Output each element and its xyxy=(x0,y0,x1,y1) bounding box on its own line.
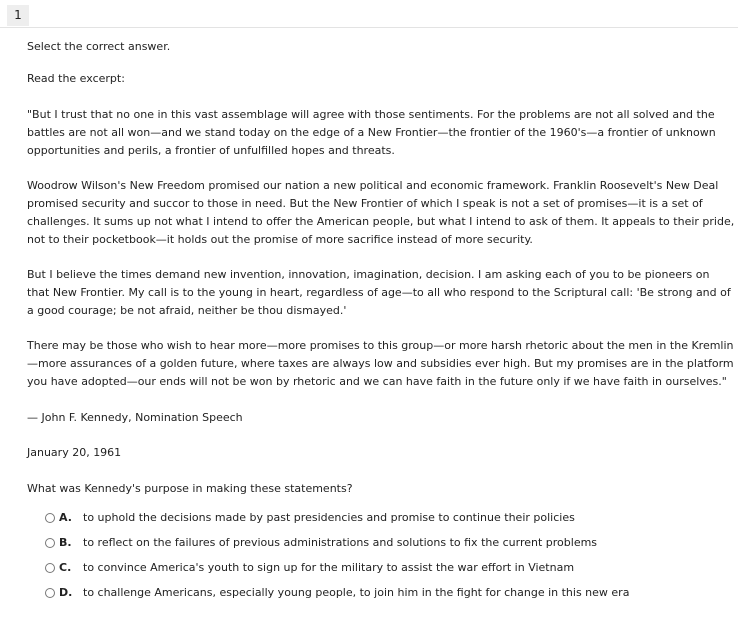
option-text[interactable]: to challenge Americans, especially young people, to join him in the fight for change in this new era xyxy=(83,586,630,599)
option-letter: B. xyxy=(59,536,72,549)
excerpt-date: January 20, 1961 xyxy=(27,446,122,459)
radio-button-b[interactable] xyxy=(45,538,55,548)
option-text[interactable]: to uphold the decisions made by past presidencies and promise to continue their policies xyxy=(83,511,575,524)
excerpt-paragraph-2: Woodrow Wilson's New Freedom promised our nation a new political and economic framework. Franklin Roosevelt's New Deal promised security and succor to those in need. But the New Frontier of which I speak is not a set of promises—it is a set of challenges. It sums up not what I intend to offer the American people, but what I intend to ask of them. It appeals to their pride, not to their pocketbook—it holds out the promise of more sacrifice instead of more security. xyxy=(27,179,735,246)
question-number-badge: 1 xyxy=(7,5,29,26)
question-header xyxy=(0,0,738,28)
radio-button-d[interactable] xyxy=(45,588,55,598)
option-letter: D. xyxy=(59,586,73,599)
option-letter: A. xyxy=(59,511,72,524)
excerpt-paragraph-4: There may be those who wish to hear more—more promises to this group—or more harsh rhetoric about the men in the Kremlin—more assurances of a golden future, where taxes are always low and subsidies ever high. But my promises are in the platform you have adopted—our ends will not be won by rhetoric and we can have faith in the future only if we have faith in ourselves." xyxy=(27,339,734,388)
question-stem: What was Kennedy's purpose in making these statements? xyxy=(27,482,353,495)
radio-button-c[interactable] xyxy=(45,563,55,573)
excerpt-paragraph-1: "But I trust that no one in this vast assemblage will agree with those sentiments. For the problems are not all solved and the battles are not all won—and we stand today on the edge of a New Frontier—the frontier of the 1960's—a frontier of unknown opportunities and perils, a frontier of unfulfilled hopes and threats. xyxy=(27,108,716,157)
radio-button-a[interactable] xyxy=(45,513,55,523)
option-text[interactable]: to reflect on the failures of previous administrations and solutions to fix the current problems xyxy=(83,536,598,549)
option-letter: C. xyxy=(59,561,72,574)
instruction-text: Select the correct answer. xyxy=(27,40,171,53)
excerpt-attribution: — John F. Kennedy, Nomination Speech xyxy=(27,411,243,424)
read-prompt: Read the excerpt: xyxy=(27,72,125,85)
option-text[interactable]: to convince America's youth to sign up for the military to assist the war effort in Vietnam xyxy=(83,561,575,574)
excerpt-paragraph-3: But I believe the times demand new invention, innovation, imagination, decision. I am asking each of you to be pioneers on that New Frontier. My call is to the young in heart, regardless of age—to all who respond to the Scriptural call: 'Be strong and of a good courage; be not afraid, neither be thou dismayed.' xyxy=(27,268,731,317)
